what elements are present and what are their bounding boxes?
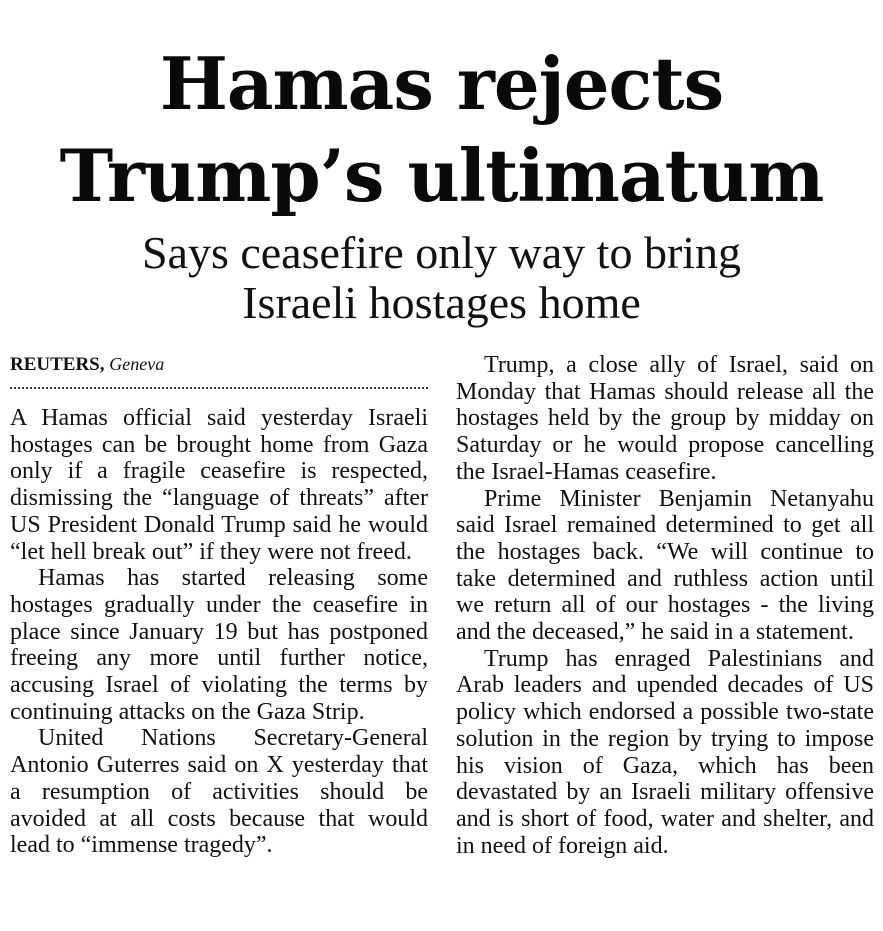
article-paragraph: A Hamas official said yesterday Israeli hostages can be brought home from Gaza only if a fragile ceasefire is respected, dismissing the “language of threats” after US President Donald Trump said he would “let hell break out” if they were not freed. [10, 405, 428, 565]
article-paragraph: United Nations Secretary-General Antonio Guterres said on X yesterday that a resumption of activities should be avoided at all costs because that would lead to “immense tragedy”. [10, 725, 428, 859]
article-column-left [10, 352, 428, 859]
article-paragraph: Hamas has started releasing some hostages gradually under the ceasefire in place since January 19 but has postponed freeing any more until further notice, accusing Israel of violating the terms by continuing attacks on the Gaza Strip. [10, 565, 428, 725]
headline-line-2: Trump’s ultimatum [59, 133, 824, 218]
article-paragraph: Trump has enraged Palestinians and Arab leaders and upended decades of US policy which endorsed a possible two-state solution in the region by trying to impose his vision of Gaza, which has been devastated by an Israeli military offensive and is short of food, water and shelter, and in need of foreign aid. [456, 645, 874, 859]
article-paragraph: Trump, a close ally of Israel, said on Monday that Hamas should release all the hostages held by the group by midday on Saturday or he would propose cancelling the Israel-Hamas ceasefire. [456, 352, 874, 485]
subheadline [0, 228, 883, 328]
article-paragraph: Prime Minister Benjamin Netanyahu said Israel remained determined to get all the hostages back. “We will continue to take determined and ruthless action until we return all of our hostages - the living and the deceased,” he said in a statement. [456, 485, 874, 646]
article-column-right [456, 352, 874, 859]
byline-agency: REUTERS, [10, 354, 105, 375]
byline [10, 352, 428, 389]
subheadline-line-1: Says ceasefire only way to bring [141, 227, 742, 278]
headline-line-1: Hamas rejects [159, 41, 724, 126]
headline [0, 38, 883, 222]
subheadline-line-2: Israeli hostages home [242, 277, 641, 328]
byline-location: Geneva [109, 354, 165, 374]
